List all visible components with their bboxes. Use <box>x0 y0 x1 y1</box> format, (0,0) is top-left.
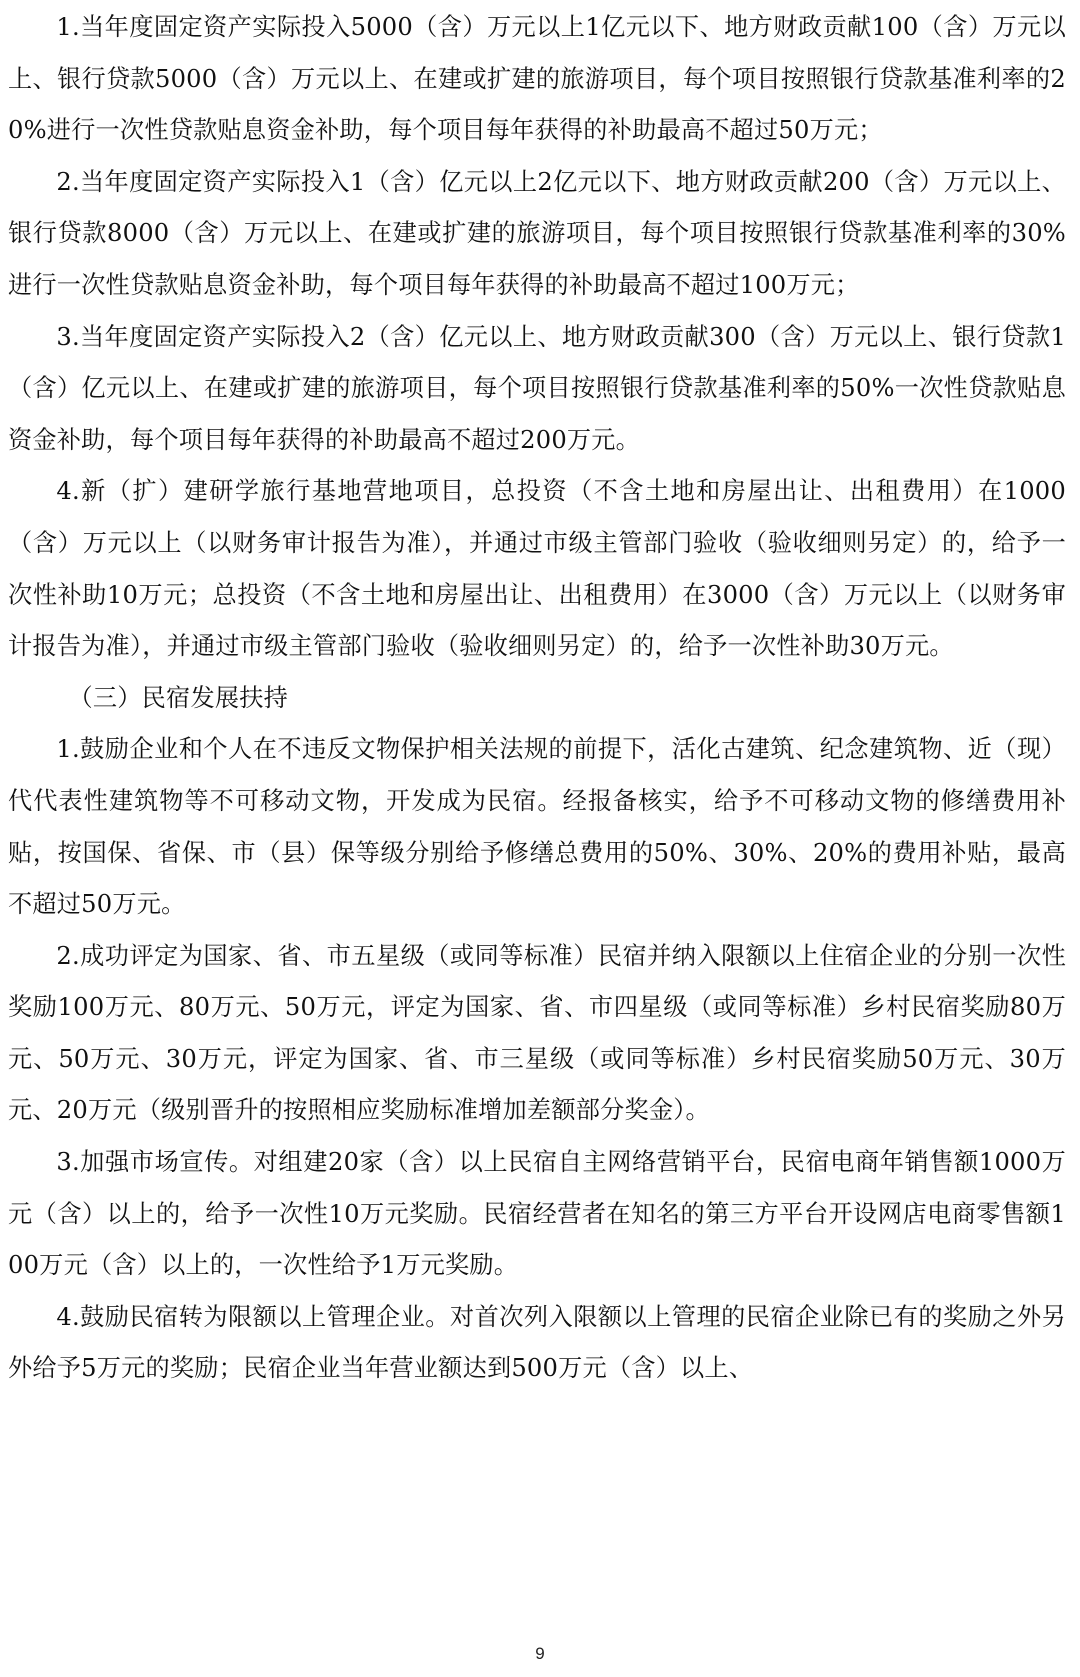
paragraph-homestay-1: 1.鼓励企业和个人在不违反文物保护相关法规的前提下，活化古建筑、纪念建筑物、近（现）代代表性建筑物等不可移动文物，开发成为民宿。经报备核实，给予不可移动文物的修缮费用补贴，按国保、省保、市（县）保等级分别给予修缮总费用的50%、30%、20%的费用补贴，最高不超过50万元。 <box>8 735 1066 919</box>
section-heading: （三）民宿发展扶持 <box>68 683 288 712</box>
paragraph-item-1: 1.当年度固定资产实际投入5000（含）万元以上1亿元以下、地方财政贡献100（含）万元以上、银行贷款5000（含）万元以上、在建或扩建的旅游项目，每个项目按照银行贷款基准利率的20%进行一次性贷款贴息资金补助，每个项目每年获得的补助最高不超过50万元； <box>8 13 1066 145</box>
page-number: 9 <box>535 1644 545 1663</box>
paragraph-item-4: 4.新（扩）建研学旅行基地营地项目，总投资（不含土地和房屋出让、出租费用）在1000（含）万元以上（以财务审计报告为准），并通过市级主管部门验收（验收细则另定）的，给予一次性补助10万元；总投资（不含土地和房屋出让、出租费用）在3000（含）万元以上（以财务审计报告为准），并通过市级主管部门验收（验收细则另定）的，给予一次性补助30万元。 <box>8 477 1066 661</box>
paragraph-homestay-4: 4.鼓励民宿转为限额以上管理企业。对首次列入限额以上管理的民宿企业除已有的奖励之外另外给予5万元的奖励；民宿企业当年营业额达到500万元（含）以上、 <box>8 1302 1066 1383</box>
paragraph-homestay-3: 3.加强市场宣传。对组建20家（含）以上民宿自主网络营销平台，民宿电商年销售额1000万元（含）以上的，给予一次性10万元奖励。民宿经营者在知名的第三方平台开设网店电商零售额100万元（含）以上的，一次性给予1万元奖励。 <box>8 1148 1066 1280</box>
paragraph-item-2: 2.当年度固定资产实际投入1（含）亿元以上2亿元以下、地方财政贡献200（含）万元以上、银行贷款8000（含）万元以上、在建或扩建的旅游项目，每个项目按照银行贷款基准利率的30%进行一次性贷款贴息资金补助，每个项目每年获得的补助最高不超过100万元； <box>8 167 1066 299</box>
paragraph-item-3: 3.当年度固定资产实际投入2（含）亿元以上、地方财政贡献300（含）万元以上、银行贷款1（含）亿元以上、在建或扩建的旅游项目，每个项目按照银行贷款基准利率的50%一次性贷款贴息资金补助，每个项目每年获得的补助最高不超过200万元。 <box>8 322 1066 454</box>
paragraph-homestay-2: 2.成功评定为国家、省、市五星级（或同等标准）民宿并纳入限额以上住宿企业的分别一次性奖励100万元、80万元、50万元，评定为国家、省、市四星级（或同等标准）乡村民宿奖励80万元、50万元、30万元，评定为国家、省、市三星级（或同等标准）乡村民宿奖励50万元、30万元、20万元（级别晋升的按照相应奖励标准增加差额部分奖金）。 <box>8 941 1066 1125</box>
